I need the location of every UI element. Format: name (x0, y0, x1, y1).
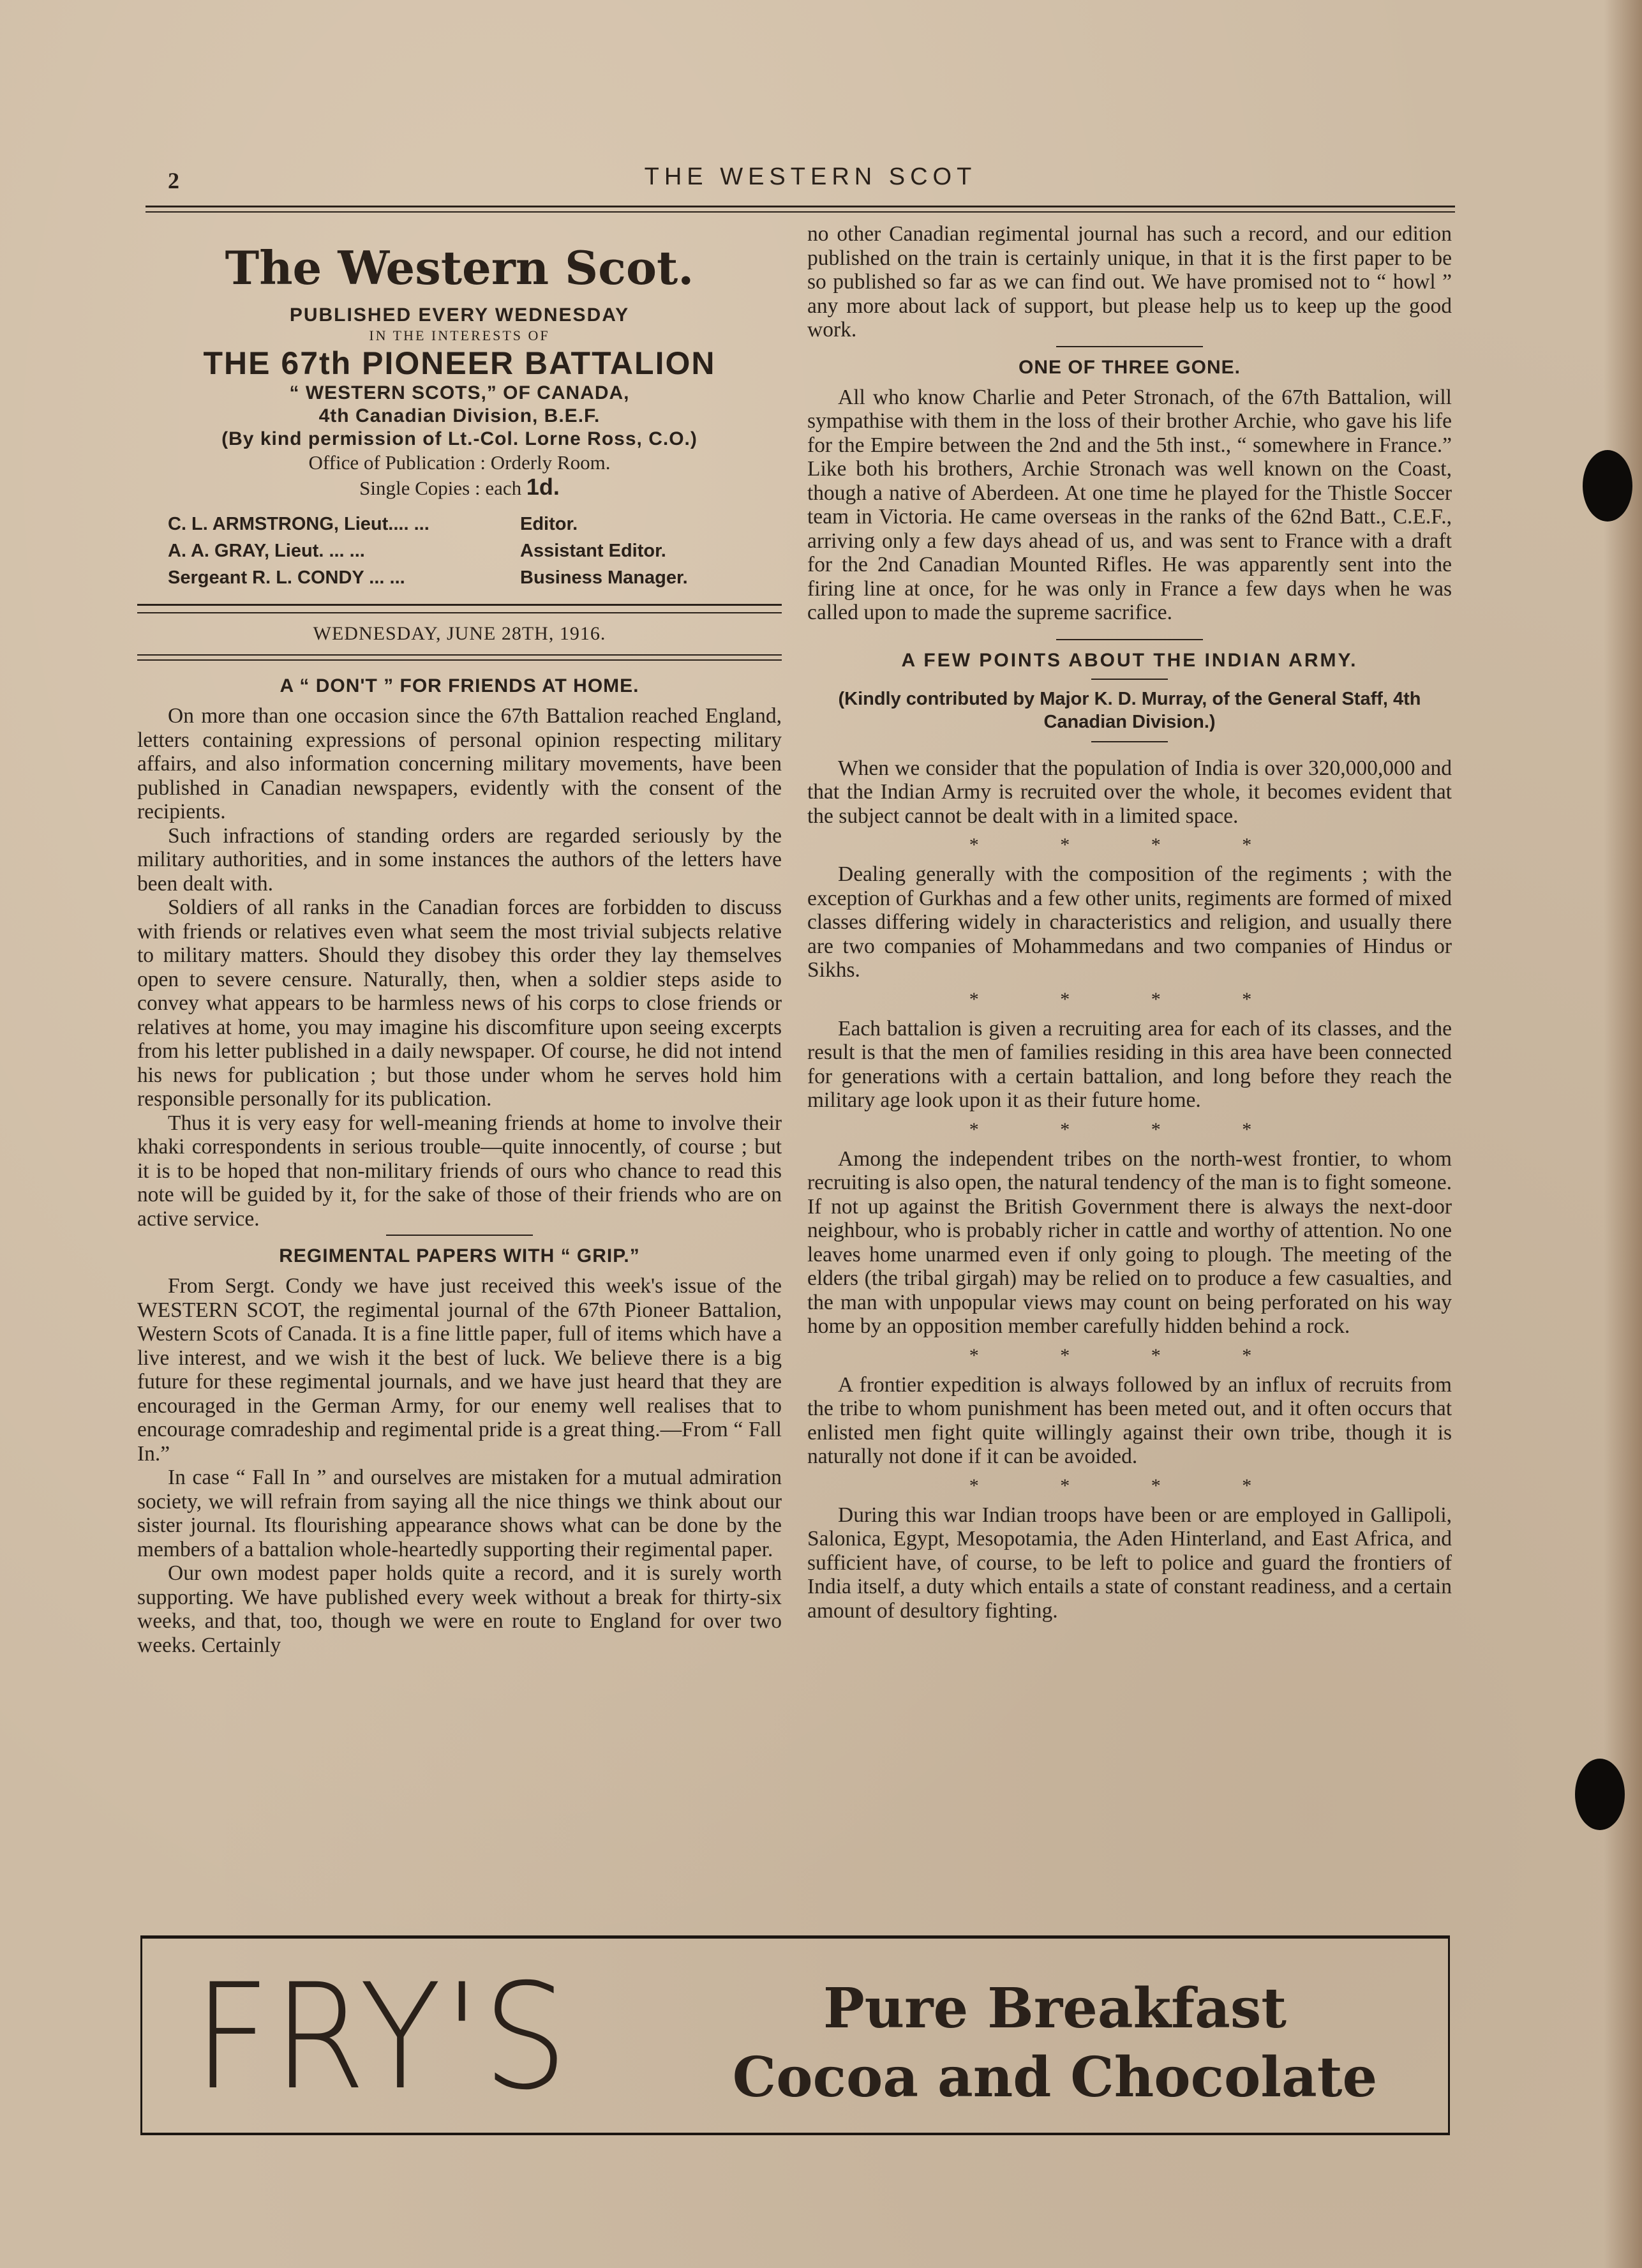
masthead-battalion: THE 67th PIONEER BATTALION (203, 345, 716, 381)
article-byline: (Kindly contributed by Major K. D. Murray, of the General Staff, 4th Canadian Division.) (838, 688, 1421, 732)
article-heading-grip: REGIMENTAL PAPERS WITH “ GRIP.” (279, 1245, 640, 1266)
staff-role: Assistant Editor. (520, 541, 666, 561)
article-paragraph: From Sergt. Condy we have just received this week's issue of the WESTERN SCOT, the regimental journal of the 67th Pioneer Battalion, Western Scots of Canada. It is a fine little paper, full of items which have a live interest, and we wish it the best of luck. We believe there is a big future for these regimental journals, and we have just heard that they are encouraged in the German Army, for our enemy well realises that to encourage comradeship and regimental pride is a great thing.—From “ Fall In.” (137, 1274, 782, 1466)
staff-role: Business Manager. (520, 567, 688, 588)
article-paragraph: In case “ Fall In ” and ourselves are mistaken for a mutual admiration society, we will refrain from saying all the nice things we think about our sister journal. Its flourishing appearance shows what can be done by the members of a battalion whole-heartedly supporting their regimental paper. (137, 1466, 782, 1561)
ad-brand: FRY'S (193, 1952, 571, 2122)
header-rule (146, 206, 1455, 207)
masthead-interests: IN THE INTERESTS OF (369, 327, 550, 343)
article-heading-indian: A FEW POINTS ABOUT THE INDIAN ARMY. (901, 649, 1358, 671)
page-number: 2 (168, 168, 179, 193)
article-divider (1091, 741, 1168, 742)
article-paragraph: Such infractions of standing orders are regarded seriously by the military authorities, and in some instances the authors of the letters have been dealt with. (137, 823, 782, 896)
article-divider (1056, 639, 1203, 640)
article-divider (1091, 679, 1168, 680)
staff-list (168, 511, 782, 591)
section-stars: * * * * (969, 1344, 1290, 1366)
section-rule (137, 654, 782, 661)
masthead (137, 241, 782, 500)
section-rule (137, 604, 782, 613)
section-stars: * * * * (969, 834, 1290, 855)
article-paragraph: Dealing generally with the composition of the regiments ; with the exception of Gurkhas and a few other units, regiments are formed of mixed classes differing widely in characteristics and religion, and usually there are two companies of Mohammedans and two companies of Hindus or Sikhs. (807, 862, 1452, 982)
left-column (137, 223, 782, 1657)
masthead-copies (137, 475, 782, 500)
header-rule (146, 211, 1455, 213)
masthead-permission: (By kind permission of Lt.-Col. Lorne Ross, C.O.) (221, 428, 698, 449)
article-paragraph: Each battalion is given a recruiting area for each of its classes, and the result is that the men of families residing in this area have been connected for generations with a certain battalion, and long before they reach the military age look upon it as their future home. (807, 1016, 1452, 1112)
ad-line-1: Pure Breakfast (823, 1976, 1287, 2041)
right-column (807, 222, 1452, 1623)
advertisement (140, 1935, 1450, 2135)
article-paragraph: On more than one occasion since the 67th Battalion reached England, letters containing expressions of personal opinion respecting military affairs, and also information concerning military movements, have been published in Canadian newspapers, evidently with the consent of the recipients. (137, 704, 782, 823)
article-divider (1056, 346, 1203, 347)
staff-row (168, 511, 782, 537)
price: 1d. (526, 474, 560, 500)
article-divider (386, 1235, 533, 1236)
staff-row (168, 564, 782, 591)
article-paragraph: Among the independent tribes on the north-west frontier, to whom recruiting is also open, the natural tendency of the man is to fight someone. If not up against the British Government there is always the next-door neighbour, who is probably richer in cattle and worthy of attention. No one leaves home unarmed even if only going to plough. The meeting of the elders (the tribal girgah) may be relied on to produce a few casualties, and the man with unpopular views may count on being perforated on his way home by an opposition member carefully hidden behind a rock. (807, 1146, 1452, 1338)
masthead-division: 4th Canadian Division, B.E.F. (318, 405, 601, 426)
article-paragraph: When we consider that the population of India is over 320,000,000 and that the Indian Army is recruited over the whole, it becomes evident that the subject cannot be dealt with in a limited space. (807, 756, 1452, 828)
binding-hole (1583, 450, 1632, 522)
copies-label: Single Copies : each (359, 477, 522, 499)
section-stars: * * * * (969, 1118, 1290, 1140)
page-edge-shadow (1604, 0, 1642, 2268)
article-heading-dont: A “ DON'T ” FOR FRIENDS AT HOME. (280, 675, 639, 696)
staff-name: Sergeant R. L. CONDY ... ... (168, 567, 405, 588)
binding-hole (1575, 1759, 1625, 1830)
ad-line-2: Cocoa and Chocolate (732, 2045, 1378, 2110)
section-stars: * * * * (969, 988, 1290, 1010)
article-paragraph: A frontier expedition is always followed by an influx of recruits from the tribe to whom punishment has been meted out, and it often occurs that enlisted men fight quite willingly against their own tribe, though it is naturally not done if it can be avoided. (807, 1372, 1452, 1468)
section-stars: * * * * (969, 1475, 1290, 1496)
article-paragraph: Our own modest paper holds quite a record, and it is surely worth supporting. We have published every week without a break for thirty-six weeks, and that, too, though we were en route to England for over two weeks. Certainly (137, 1561, 782, 1657)
staff-name: C. L. ARMSTRONG, Lieut.... ... (168, 514, 429, 534)
masthead-published: PUBLISHED EVERY WEDNESDAY (289, 304, 630, 326)
article-continuation: no other Canadian regimental journal has such a record, and our edition published on the train is certainly unique, in that it is the first paper to be so published so far as we can find out. We have promised not to “ howl ” any more about lack of support, but please help us to keep up the good work. (807, 222, 1452, 342)
staff-role: Editor. (520, 514, 578, 534)
staff-row (168, 537, 782, 564)
article-paragraph: During this war Indian troops have been or are employed in Gallipoli, Salonica, Egypt, Mesopotamia, the Aden Hinterland, and East Africa, and sufficient have, of course, to be left to police and guard the frontiers of India itself, a duty which entails a state of constant readiness, and a certain amount of desultory fighting. (807, 1503, 1452, 1623)
running-head: THE WESTERN SCOT (644, 163, 977, 190)
article-paragraph: All who know Charlie and Peter Stronach, of the 67th Battalion, will sympathise with them in the loss of their brother Archie, who gave his life for the Empire between the 2nd and the 5th inst., “ somewhere in France.” Like both his brothers, Archie Stronach was well known on the Coast, though a native of Aberdeen. At one time he played for the Thistle Soccer team in Victoria. He came overseas in the ranks of the 62nd Batt., C.E.F., arriving only a few days ahead of us, and was sent to France with a draft for the 2nd Canadian Mounted Rifles. He was apparently sent into the firing line at once, for he was only in France a few days when he was called upon to made the supreme sacrifice. (807, 385, 1452, 624)
masthead-office: Office of Publication : Orderly Room. (308, 451, 611, 474)
article-paragraph: Soldiers of all ranks in the Canadian forces are forbidden to discuss with friends or relatives even what seem the most trivial subjects relative to military matters. Should they disobey this order they lay themselves open to severe censure. Naturally, then, when a soldier steps aside to convey what appears to be harmless news of his corps to close friends or relatives at home, you may imagine his discomfiture upon seeing excerpts from his letter published in a daily newspaper. Of course, he did not intend his news for publication ; but those under whom he serves hold him responsible personally for its publication. (137, 896, 782, 1111)
article-heading-three: ONE OF THREE GONE. (1018, 356, 1241, 378)
article-paragraph: Thus it is very easy for well-meaning friends at home to involve their khaki correspondents in serious trouble—quite innocently, of course ; but it is to be hoped that non-military friends of ours who chance to read this note will be guided by it, for the sake of those of their friends who are on active service. (137, 1111, 782, 1231)
masthead-subtitle: “ WESTERN SCOTS,” OF CANADA, (289, 382, 630, 403)
masthead-title: The Western Scot. (225, 241, 694, 295)
staff-name: A. A. GRAY, Lieut. ... ... (168, 541, 365, 561)
issue-date: WEDNESDAY, JUNE 28TH, 1916. (313, 623, 606, 644)
